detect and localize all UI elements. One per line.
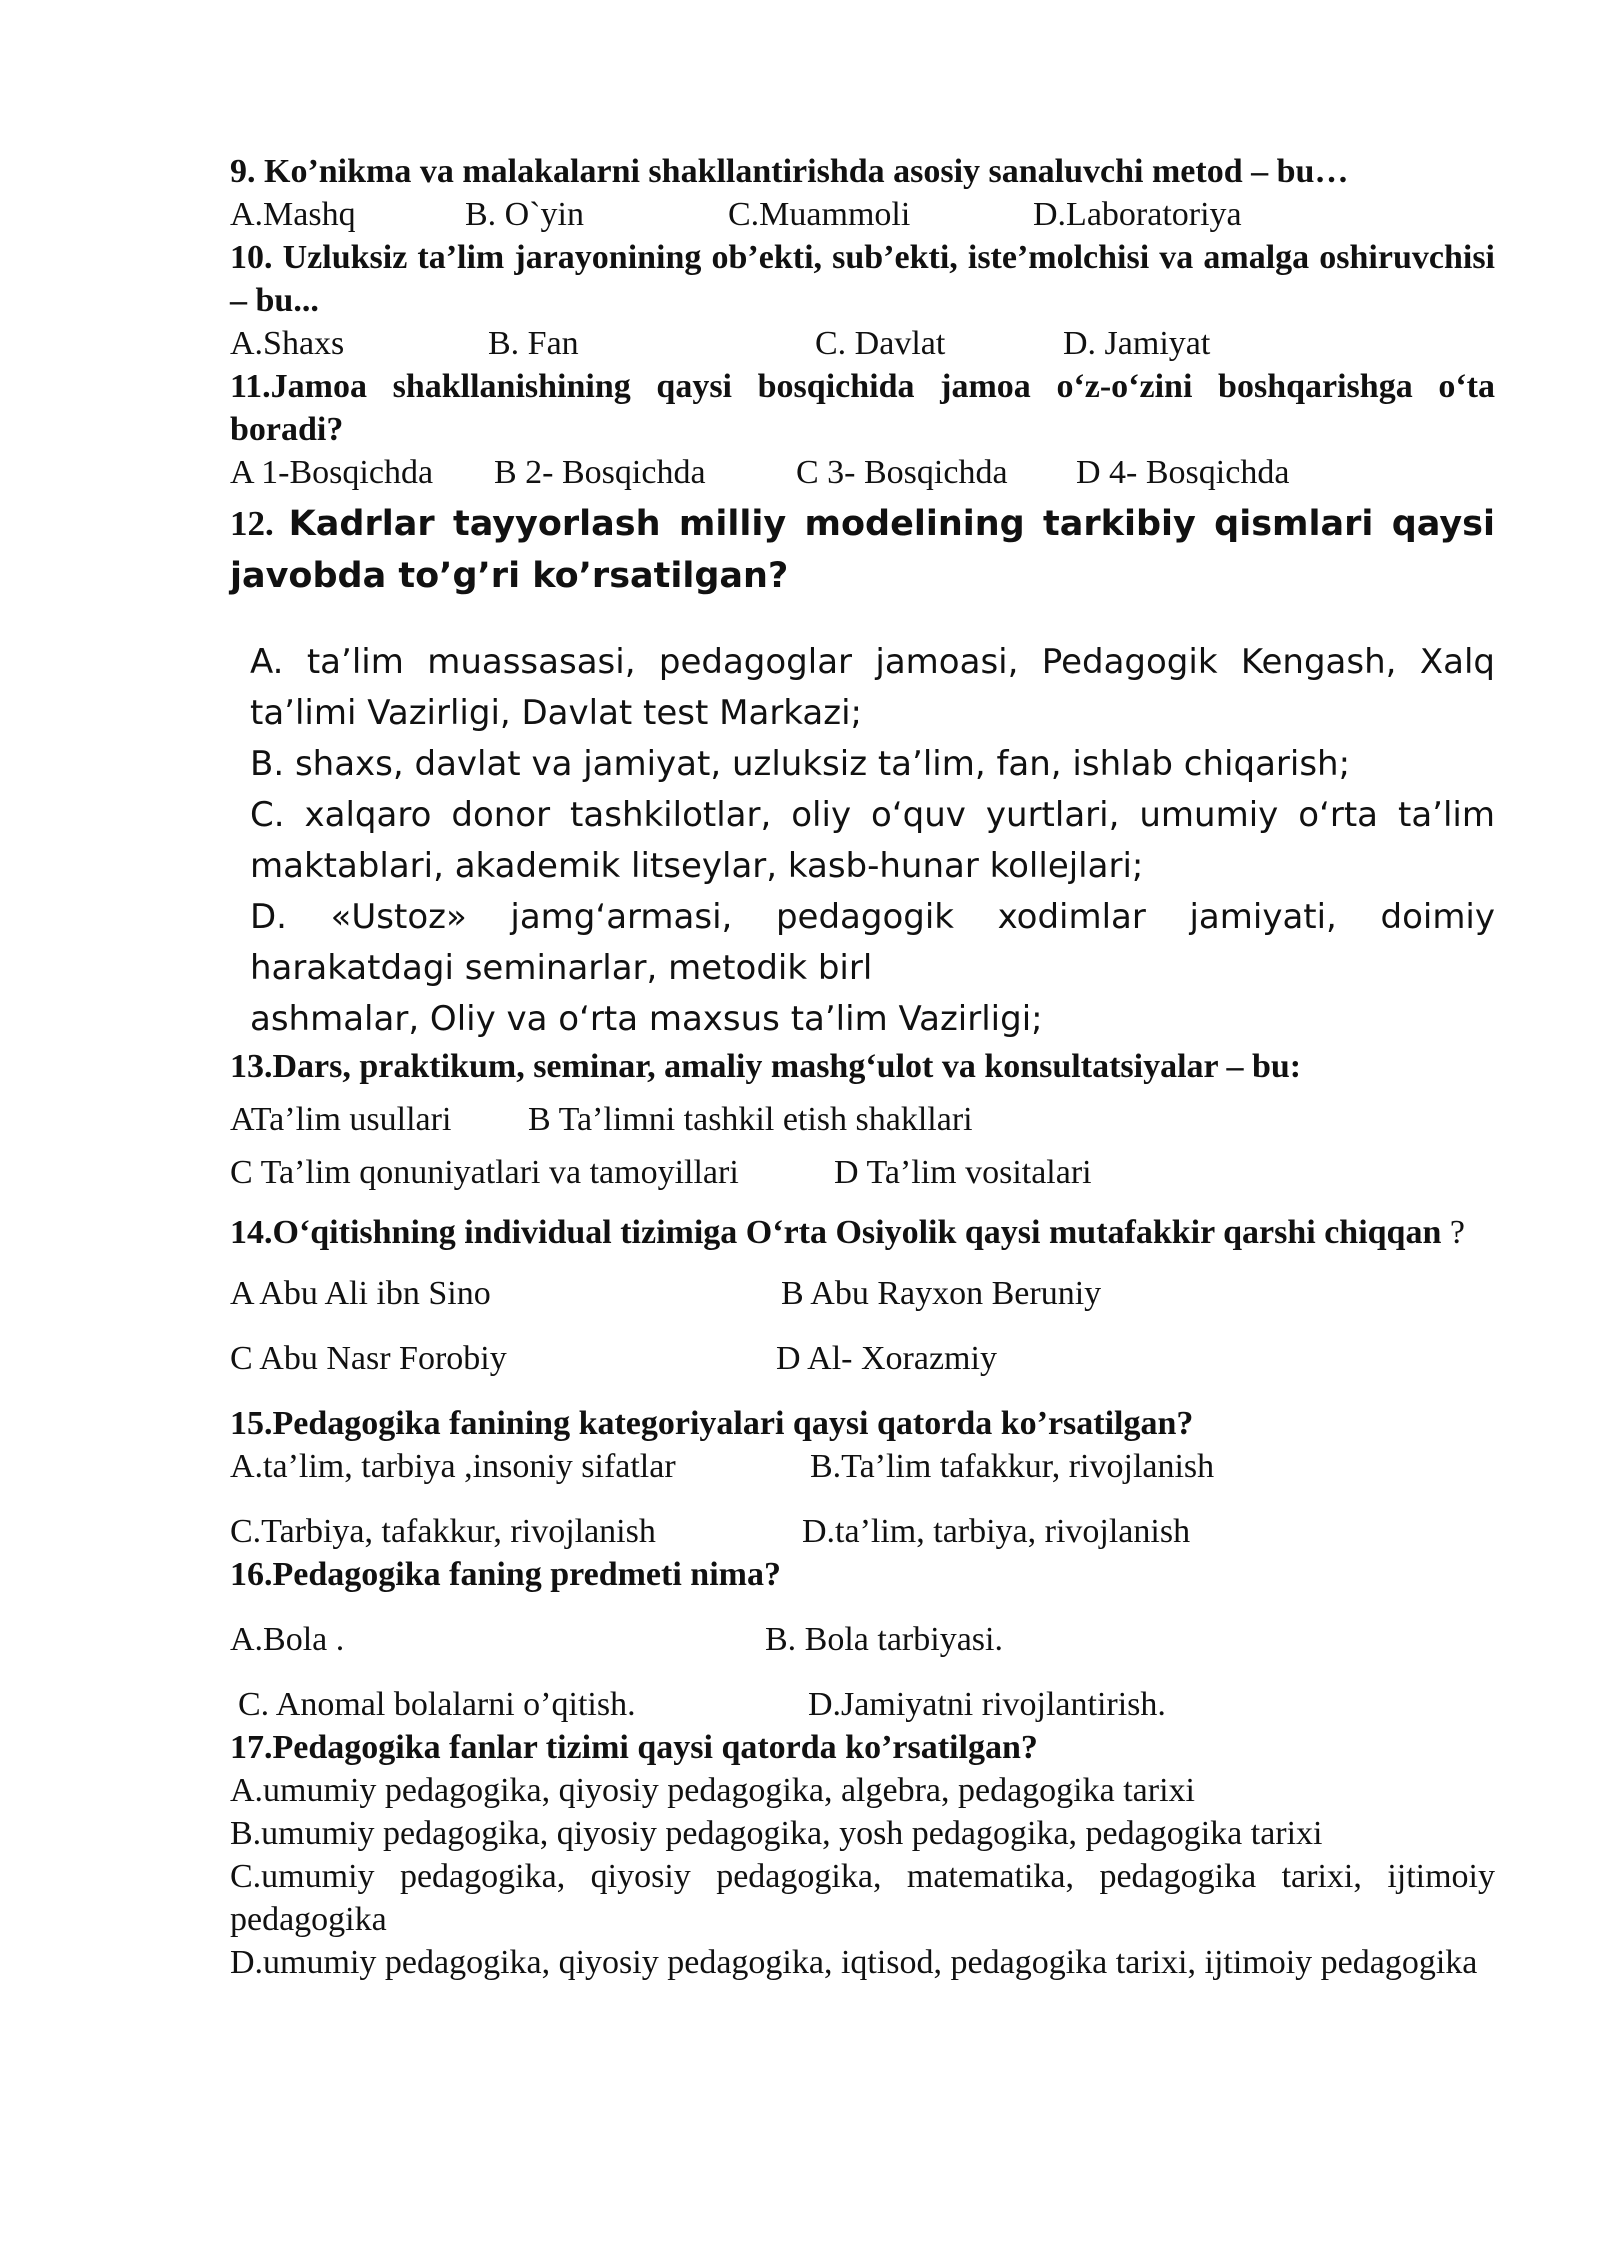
question-14-mark: ?: [1441, 1214, 1465, 1251]
option-a: A.Shaxs: [230, 325, 345, 362]
question-10-options: [230, 322, 1495, 365]
test-document: [230, 150, 1495, 1984]
option-a: A.Mashq: [230, 196, 356, 233]
question-15-options-row-2: [230, 1510, 1495, 1553]
option-d: D. «Ustoz» jamg‘armasi, pedagogik xodimlar jamiyati, doimiy harakatdagi seminarlar, metodik birl: [250, 897, 1495, 988]
question-12-text: Kadrlar tayyorlash milliy modelining tarkibiy qismlari qaysi javobda to’g’ri ko’rsatilgan?: [230, 504, 1495, 596]
option-a: A.ta’lim, tarbiya ,insoniy sifatlar: [230, 1448, 676, 1485]
option-a: A. ta’lim muassasasi, pedagoglar jamoasi, Pedagogik Kengash, Xalq ta’limi Vazirligi, Davlat test Markazi;: [250, 642, 1495, 733]
question-14-options-row-1: [230, 1272, 1495, 1315]
question-14-text: 14.O‘qitishning individual tizimiga O‘rta Osiyolik qaysi mutafakkir qarshi chiqqan: [230, 1214, 1442, 1251]
option-b: B.Ta’lim tafakkur, rivojlanish: [810, 1448, 1215, 1485]
question-11-options: [230, 451, 1495, 494]
question-16: 16.Pedagogika faning predmeti nima?: [230, 1556, 781, 1593]
option-a: A 1-Bosqichda: [230, 454, 434, 491]
question-13: 13.Dars, praktikum, seminar, amaliy mashg‘ulot va konsultatsiyalar – bu:: [230, 1048, 1302, 1085]
option-c: C. Davlat: [815, 325, 946, 362]
question-9-options: [230, 193, 1495, 236]
question-13-options-row-1: [230, 1098, 1495, 1141]
option-b: B. Bola tarbiyasi.: [765, 1621, 1003, 1658]
question-17: 17.Pedagogika fanlar tizimi qaysi qatorda ko’rsatilgan?: [230, 1729, 1038, 1766]
option-d: D Al- Xorazmiy: [776, 1340, 997, 1377]
option-c: C Abu Nasr Forobiy: [230, 1340, 507, 1377]
question-13-options-row-2: [230, 1151, 1495, 1194]
option-b: B 2- Bosqichda: [494, 454, 706, 491]
option-a: ATa’lim usullari: [230, 1101, 452, 1138]
option-c: C. xalqaro donor tashkilotlar, oliy o‘quv yurtlari, umumiy o‘rta ta’lim maktablari, akademik litseylar, kasb-hunar kollejlari;: [250, 795, 1495, 886]
question-11: 11.Jamoa shakllanishining qaysi bosqichida jamoa o‘z-o‘zini boshqarishga o‘ta boradi?: [230, 368, 1495, 448]
option-a: A.umumiy pedagogika, qiyosiy pedagogika, algebra, pedagogika tarixi: [230, 1772, 1195, 1809]
option-c: C.Muammoli: [728, 196, 911, 233]
option-b: B. O`yin: [465, 196, 584, 233]
option-a: A.Bola .: [230, 1621, 345, 1658]
option-d: D Ta’lim vositalari: [834, 1154, 1092, 1191]
option-d: D.Jamiyatni rivojlantirish.: [808, 1686, 1166, 1723]
option-a: A Abu Ali ibn Sino: [230, 1275, 491, 1312]
option-d: D 4- Bosqichda: [1076, 454, 1290, 491]
option-d-continued: ashmalar, Oliy va o‘rta maxsus ta’lim Vazirligi;: [250, 999, 1043, 1039]
question-10: 10. Uzluksiz ta’lim jarayonining ob’ekti, sub’ekti, iste’molchisi va amalga oshiruvchisi – bu...: [230, 239, 1495, 319]
option-b: B. Fan: [488, 325, 579, 362]
option-d: D.ta’lim, tarbiya, rivojlanish: [802, 1513, 1191, 1550]
question-14: [230, 1216, 1495, 1250]
question-15-options-row-1: [230, 1445, 1495, 1488]
question-12: [230, 498, 1495, 602]
question-12-number: 12.: [230, 504, 274, 543]
option-d: D.umumiy pedagogika, qiyosiy pedagogika, iqtisod, pedagogika tarixi, ijtimoiy pedagogika: [230, 1944, 1478, 1981]
option-c: C 3- Bosqichda: [796, 454, 1008, 491]
option-b: B. shaxs, davlat va jamiyat, uzluksiz ta’lim, fan, ishlab chiqarish;: [250, 744, 1351, 784]
question-16-options-row-2: [230, 1683, 1495, 1726]
question-14-options-row-2: [230, 1337, 1495, 1380]
option-d: D.Laboratoriya: [1033, 196, 1242, 233]
option-c: C. Anomal bolalarni o’qitish.: [238, 1686, 636, 1723]
option-c: C.Tarbiya, tafakkur, rivojlanish: [230, 1513, 656, 1550]
option-b: B Abu Rayxon Beruniy: [781, 1275, 1102, 1312]
option-c: C.umumiy pedagogika, qiyosiy pedagogika, matematika, pedagogika tarixi, ijtimoiy pedagogika: [230, 1858, 1495, 1938]
option-c: C Ta’lim qonuniyatlari va tamoyillari: [230, 1154, 739, 1191]
question-15: 15.Pedagogika fanining kategoriyalari qaysi qatorda ko’rsatilgan?: [230, 1405, 1194, 1442]
question-9: 9. Ko’nikma va malakalarni shakllantirishda asosiy sanaluvchi metod – bu…: [230, 153, 1349, 190]
option-b: B Ta’limni tashkil etish shakllari: [528, 1101, 973, 1138]
option-d: D. Jamiyat: [1063, 325, 1211, 362]
question-16-options-row-1: [230, 1618, 1495, 1661]
option-b: B.umumiy pedagogika, qiyosiy pedagogika, yosh pedagogika, pedagogika tarixi: [230, 1815, 1323, 1852]
